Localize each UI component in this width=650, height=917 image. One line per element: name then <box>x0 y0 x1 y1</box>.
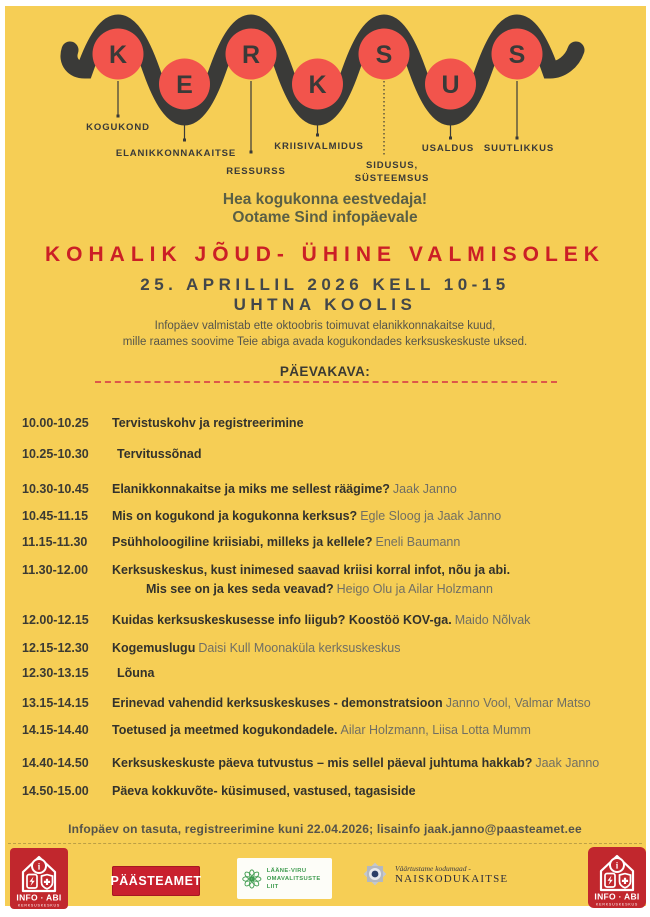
registration-note: Infopäev on tasuta, registreerimine kuni 22.04.2026; lisainfo jaak.janno@paasteamet.ee <box>68 822 582 836</box>
greeting-line2: Ootame Sind infopäevale <box>232 209 418 226</box>
agenda-description <box>112 639 401 658</box>
rosette-icon <box>241 866 263 892</box>
agenda-title: Kerksuskeskuste päeva tutvustus – mis sellel päeval juhtuma hakkab? <box>112 756 533 770</box>
info-abi-logo <box>588 847 646 908</box>
wave-letter: E <box>176 71 193 99</box>
agenda-title: Psühholoogiline kriisiabi, milleks ja kellele? <box>112 535 373 549</box>
poster-title: KOHALIK JÕUD- ÜHINE VALMISOLEK <box>45 243 605 266</box>
naiskodukaitse-wordmark: NAISKODUKAITSE <box>395 872 509 885</box>
agenda-speaker: Heigo Olu ja Ailar Holzmann <box>336 582 493 596</box>
agenda-row <box>22 561 642 599</box>
agenda-title: Toetused ja meetmed kogukondadele. <box>112 723 338 737</box>
divider-dashed <box>8 843 642 844</box>
paasteamet-logo <box>112 866 200 896</box>
info-abi-subtext: KERKSUSKESKUS <box>17 903 61 908</box>
agenda-row <box>22 754 642 773</box>
agenda-time: 14.50-15.00 <box>22 784 89 798</box>
agenda-speaker: Jaak Janno <box>535 756 600 770</box>
keyword-label: KOGUKOND <box>86 122 150 133</box>
agenda-time: 14.40-14.50 <box>22 756 89 770</box>
agenda-row <box>22 694 642 713</box>
event-date: 25. APRILLIL 2026 KELL 10-15 <box>140 275 510 294</box>
agenda-row <box>22 664 642 683</box>
agenda-title: Tervitussõnad <box>117 447 202 461</box>
keyword-label <box>355 159 429 185</box>
agenda-row <box>22 480 642 499</box>
agenda-title: Lõuna <box>117 666 155 680</box>
agenda-speaker: Janno Vool, Valmar Matso <box>445 696 591 710</box>
agenda-time: 14.15-14.40 <box>22 723 89 737</box>
agenda-time: 12.30-13.15 <box>22 666 89 680</box>
agenda-title: Päeva kokkuvõte- küsimused, vastused, tagasiside <box>112 784 416 798</box>
event-location: UHTNA KOOLIS <box>233 295 417 314</box>
agenda-row <box>22 639 642 658</box>
agenda-speaker: Jaak Janno <box>392 482 457 496</box>
naiskodukaitse-tagline: Väärtustame kodumaad - <box>395 863 471 873</box>
agenda-description <box>112 480 457 499</box>
intro-paragraph-line2: mille raames soovime Teie abiga avada kogukondades kerksuskeskuste uksed. <box>122 336 528 348</box>
agenda-row <box>22 721 642 740</box>
agenda-speaker: Egle Sloog ja Jaak Janno <box>360 509 502 523</box>
intro-paragraph-line1: Infopäev valmistab ette oktoobris toimuvat elanikkonnakaitse kuud, <box>154 320 496 332</box>
agenda-description <box>112 507 501 526</box>
wave-letter: S <box>375 41 393 69</box>
agenda-row <box>22 533 642 552</box>
agenda-row <box>22 611 642 630</box>
agenda-description <box>112 721 531 740</box>
agenda-time: 13.15-14.15 <box>22 696 89 710</box>
agenda-description <box>112 533 460 552</box>
agenda-time: 10.45-11.15 <box>22 509 89 523</box>
keyword-label-line2: SÜSTEEMSUS <box>354 173 430 184</box>
naiskodukaitse-logo <box>362 861 508 887</box>
agenda-divider <box>95 381 557 383</box>
agenda-time: 12.15-12.30 <box>22 641 89 655</box>
agenda-title: Erinevad vahendid kerksuskeskuses - demonstratsioon <box>112 696 443 710</box>
agenda-description <box>117 664 158 683</box>
agenda-title: Elanikkonnakaitse ja miks me sellest räägime? <box>112 482 390 496</box>
agenda-row <box>22 445 642 464</box>
agenda-time: 11.15-11.30 <box>22 535 88 549</box>
agenda-description <box>112 414 307 433</box>
info-abi-wordmark: INFO · ABI <box>16 892 62 903</box>
agenda-description-line2 <box>146 580 510 599</box>
agenda-row <box>22 507 642 526</box>
svg-text:i: i <box>615 860 619 871</box>
laane-viru-name-line1: LÄÄNE-VIRU <box>266 867 307 874</box>
agenda-title: Kogemuslugu <box>112 641 196 655</box>
agenda-time: 11.30-12.00 <box>22 563 89 577</box>
keyword-label: SUUTLIKKUS <box>483 143 555 154</box>
agenda-speaker: Maido Nõlvak <box>454 613 531 627</box>
laane-viru-logo <box>237 858 332 899</box>
agenda-title: Kerksuskeskus, kust inimesed saavad kriisi korral infot, nõu ja abi. <box>112 563 511 577</box>
kerksus-wave-graphic <box>0 0 650 190</box>
info-abi-logo <box>10 848 68 909</box>
agenda-row <box>22 782 642 801</box>
agenda-description <box>112 694 591 713</box>
agenda-title: Mis on kogukond ja kogukonna kerksus? <box>112 509 358 523</box>
wave-letter: R <box>241 41 261 69</box>
agenda-time: 10.25-10.30 <box>22 447 89 461</box>
wave-letter: S <box>508 41 526 69</box>
paasteamet-wordmark: PÄÄSTEAMET <box>110 874 202 888</box>
keyword-label: USALDUS <box>421 143 475 154</box>
agenda-title: Kuidas kerksuskeskusesse info liigub? Koostöö KOV-ga. <box>112 613 452 627</box>
laane-viru-name-line2: OMAVALITSUSTE LIIT <box>266 875 321 890</box>
agenda-time: 10.30-10.45 <box>22 482 89 496</box>
greeting-line1: Hea kogukonna eestvedaja! <box>222 191 428 208</box>
agenda-time: 12.00-12.15 <box>22 613 89 627</box>
keyword-label: RESSURSS <box>226 166 286 177</box>
wave-letter: K <box>308 71 327 99</box>
agenda-time: 10.00-10.25 <box>22 416 89 430</box>
wave-letter: K <box>108 41 128 69</box>
keyword-label: KRIISIVALMIDUS <box>274 141 364 152</box>
agenda-speaker: Eneli Baumann <box>375 535 461 549</box>
agenda-description <box>112 782 419 801</box>
info-abi-subtext: KERKSUSKESKUS <box>595 902 639 907</box>
agenda-row <box>22 414 642 433</box>
agenda-heading: PÄEVAKAVA: <box>279 364 371 379</box>
star-emblem-icon <box>362 861 388 887</box>
info-abi-wordmark: INFO · ABI <box>594 891 640 902</box>
agenda-title: Tervistuskohv ja registreerimine <box>112 416 304 430</box>
agenda-description <box>117 445 205 464</box>
agenda-description <box>112 561 510 599</box>
agenda-description <box>112 611 530 630</box>
agenda-description <box>112 754 599 773</box>
wave-letter: U <box>441 71 460 99</box>
keyword-label-line1: SIDUSUS, <box>365 160 419 171</box>
agenda-speaker: Ailar Holzmann, Liisa Lotta Mumm <box>340 723 531 737</box>
svg-text:i: i <box>37 861 41 872</box>
agenda-title: Mis see on ja kes seda veavad? <box>146 582 334 596</box>
agenda-speaker: Daisi Kull Moonaküla kerksuskeskus <box>198 641 401 655</box>
keyword-label: ELANIKKONNAKAITSE <box>115 148 237 159</box>
